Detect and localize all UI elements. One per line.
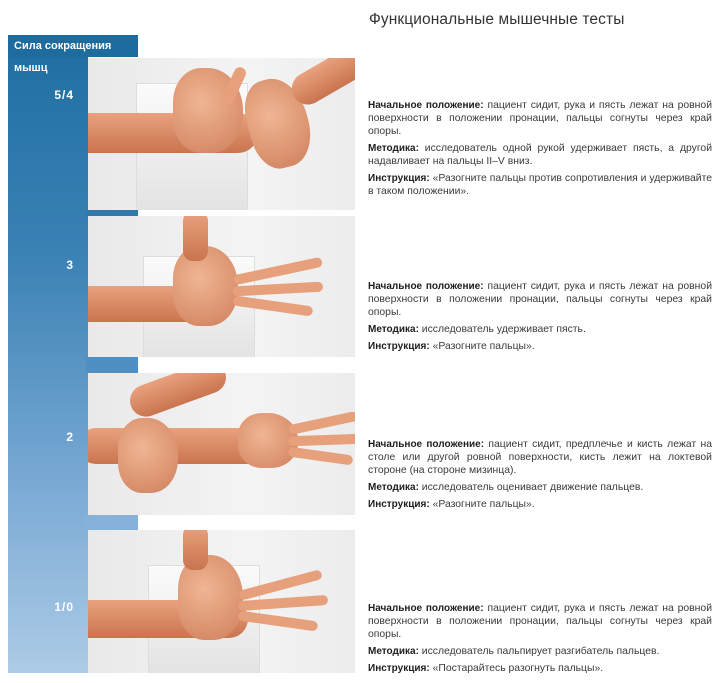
start-label: Начальное положение:: [368, 603, 484, 614]
start-label: Начальное положение:: [368, 281, 484, 292]
start-label: Начальное положение:: [368, 439, 485, 450]
instruction-label: Инструкция:: [368, 341, 430, 352]
test-photo-grade-5-4: [88, 58, 355, 210]
method-text: исследователь пальпирует разгибатель пальцев.: [421, 646, 660, 657]
test-description: [368, 438, 712, 515]
instruction-text: «Разогните пальцы против сопротивления и удерживайте в таком положении».: [368, 173, 712, 197]
method-text: исследователь одной рукой удерживает пясть, а другой надавливает на пальцы II–V вниз.: [368, 143, 713, 167]
instruction-label: Инструкция:: [368, 173, 430, 184]
instruction-label: Инструкция:: [368, 499, 430, 510]
method-label: Методика:: [368, 482, 419, 493]
grade-label: 2: [66, 430, 74, 444]
instruction-text: «Разогните пальцы».: [432, 499, 535, 510]
method-text: исследователь оценивает движение пальцев.: [421, 482, 644, 493]
instruction-text: «Постарайтесь разогнуть пальцы».: [432, 663, 604, 674]
sidebar-header: Сила сокращения мышц: [8, 35, 138, 57]
grade-label: 3: [66, 258, 74, 272]
test-description: [368, 602, 712, 679]
test-description: [368, 280, 712, 357]
instruction-text: «Разогните пальцы».: [432, 341, 535, 352]
method-label: Методика:: [368, 646, 419, 657]
test-description: [368, 99, 712, 202]
start-text: пациент сидит, предплечье и кисть лежат на столе или другой ровной поверхности, кисть лежит на локтевой стороне (на стороне мизинца).: [368, 439, 712, 476]
start-text: пациент сидит, рука и пясть лежат на ровной поверхности в положении пронации, пальцы согнуты через край опоры.: [368, 603, 712, 640]
muscle-strength-scale-bar: [8, 35, 88, 673]
page-title: Функциональные мышечные тесты: [369, 11, 625, 28]
method-label: Методика:: [368, 324, 419, 335]
test-photo-grade-3: [88, 216, 355, 357]
section-divider: [86, 515, 138, 530]
test-photo-grade-1-0: [88, 530, 355, 673]
method-label: Методика:: [368, 143, 419, 154]
grade-label: 1/0: [54, 600, 74, 614]
instruction-label: Инструкция:: [368, 663, 430, 674]
method-text: исследователь удерживает пясть.: [421, 324, 586, 335]
grade-label: 5/4: [54, 88, 74, 102]
start-text: пациент сидит, рука и пясть лежат на ровной поверхности в положении пронации, пальцы согнуты через край опоры.: [368, 100, 712, 137]
start-text: пациент сидит, рука и пясть лежат на ровной поверхности в положении пронации, пальцы согнуты через край опоры.: [368, 281, 712, 318]
section-divider: [86, 357, 138, 373]
start-label: Начальное положение:: [368, 100, 484, 111]
test-photo-grade-2: [88, 373, 355, 515]
